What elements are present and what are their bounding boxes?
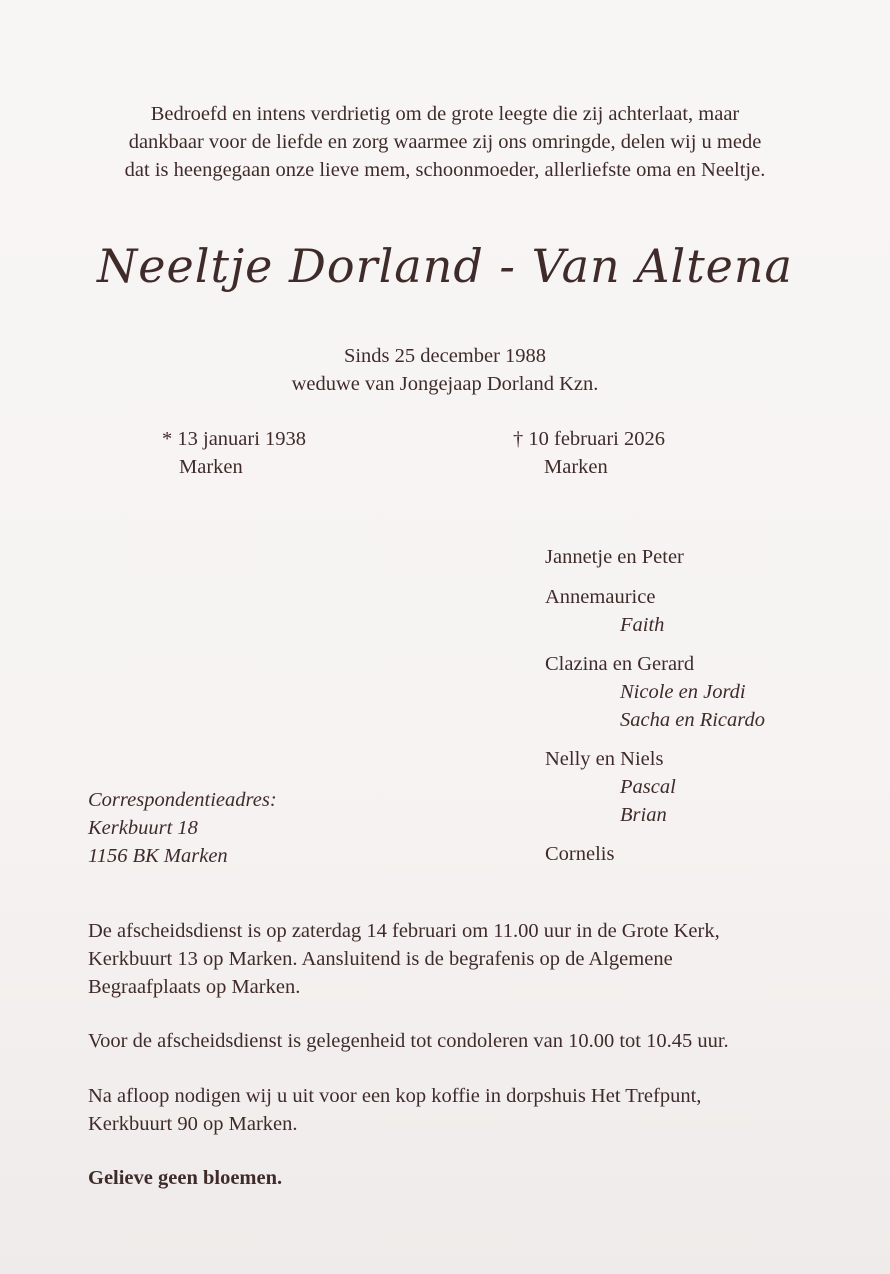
intro-line-3: dat is heengegaan onze lieve mem, schoonmoeder, allerliefste oma en Neeltje. bbox=[124, 159, 766, 181]
family-parent: Nelly en Niels bbox=[545, 748, 664, 770]
widow-since: Sinds 25 december 1988 bbox=[343, 345, 547, 367]
family-parent: Annemaurice bbox=[545, 586, 656, 608]
correspondence-label: Correspondentieadres: bbox=[88, 789, 277, 811]
intro-text bbox=[60, 100, 830, 184]
family-child: Sacha en Ricardo bbox=[620, 709, 765, 731]
family-group-1 bbox=[545, 543, 684, 571]
service-line-2: Kerkbuurt 13 op Marken. Aansluitend is de begrafenis op de Algemene bbox=[88, 948, 673, 970]
death-place: Marken bbox=[544, 456, 608, 478]
coffee-paragraph bbox=[88, 1082, 808, 1138]
coffee-line-2: Kerkbuurt 90 op Marken. bbox=[88, 1113, 298, 1135]
family-child: Nicole en Jordi bbox=[620, 681, 746, 703]
family-parent: Cornelis bbox=[545, 843, 615, 865]
intro-line-2: dankbaar voor de liefde en zorg waarmee zij ons omringde, delen wij u mede bbox=[128, 131, 762, 153]
condolence-line: Voor de afscheidsdienst is gelegenheid tot condoleren van 10.00 tot 10.45 uur. bbox=[88, 1030, 729, 1052]
correspondence-city: 1156 BK Marken bbox=[88, 845, 228, 867]
correspondence-street: Kerkbuurt 18 bbox=[88, 817, 198, 839]
coffee-line-1: Na afloop nodigen wij u uit voor een kop koffie in dorpshuis Het Trefpunt, bbox=[88, 1085, 702, 1107]
family-group-2 bbox=[545, 583, 664, 639]
family-group-3 bbox=[545, 650, 765, 734]
deceased-name: Neeltje Dorland - Van Altena bbox=[97, 239, 793, 293]
condolence-paragraph bbox=[88, 1027, 808, 1055]
no-flowers-note: Gelieve geen bloemen. bbox=[88, 1167, 283, 1189]
family-child: Pascal bbox=[620, 776, 676, 798]
family-parent: Clazina en Gerard bbox=[545, 653, 695, 675]
family-group-4 bbox=[545, 745, 676, 829]
correspondence-address bbox=[88, 786, 277, 870]
family-child: Brian bbox=[620, 804, 667, 826]
birth-date: * 13 januari 1938 bbox=[162, 428, 307, 450]
service-line-1: De afscheidsdienst is op zaterdag 14 februari om 11.00 uur in de Grote Kerk, bbox=[88, 920, 720, 942]
family-parent: Jannetje en Peter bbox=[545, 546, 684, 568]
family-child: Faith bbox=[620, 614, 665, 636]
widow-of: weduwe van Jongejaap Dorland Kzn. bbox=[291, 373, 599, 395]
intro-line-1: Bedroefd en intens verdrietig om de grote leegte die zij achterlaat, maar bbox=[150, 103, 740, 125]
family-group-5 bbox=[545, 840, 614, 868]
service-line-3: Begraafplaats op Marken. bbox=[88, 976, 301, 998]
service-paragraph bbox=[88, 917, 808, 1001]
widow-info bbox=[145, 342, 745, 398]
death-date: † 10 februari 2026 bbox=[513, 428, 665, 450]
birth-place: Marken bbox=[179, 456, 243, 478]
